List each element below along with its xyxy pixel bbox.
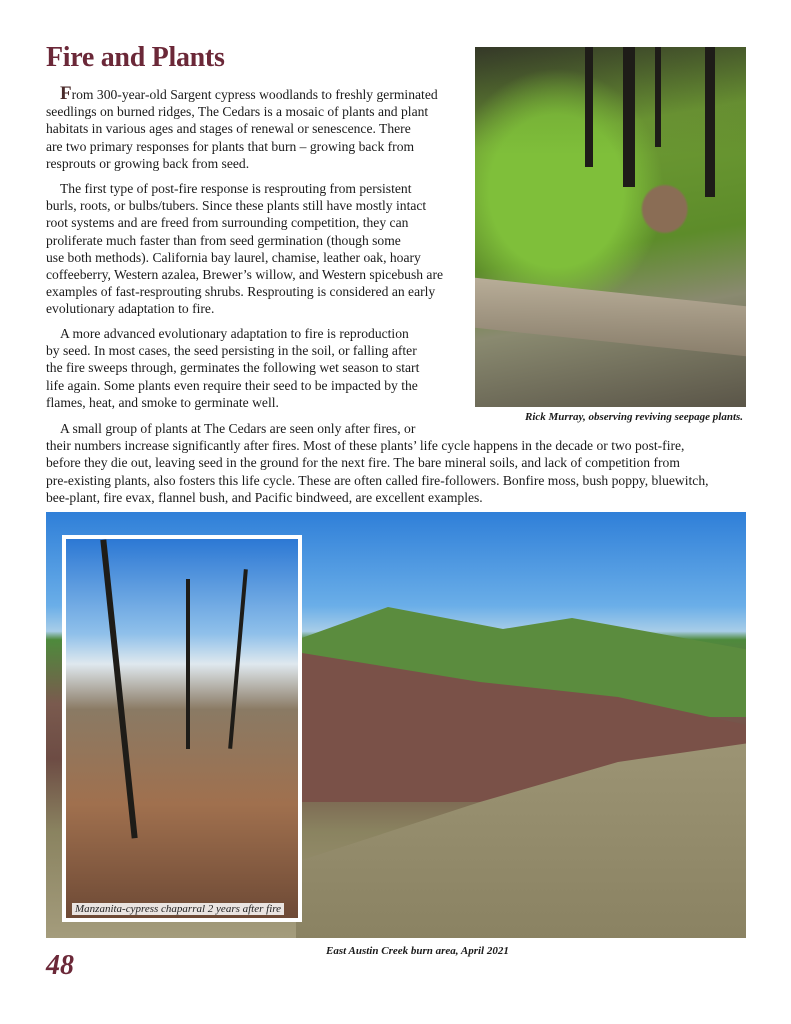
paragraph-seed: A more advanced evolutionary adaptation to fire is reproduction by seed. In most cases, the seed persisting in the soil, or falling after the fire sweeps through, germinates the following wet season to start life again. Some plants even require their seed to be impacted by the flames, heat, and smoke to germinate well. [46, 326, 420, 410]
photo-rick-murray [475, 47, 746, 407]
inset-photo-caption: Manzanita-cypress chaparral 2 years after fire [72, 903, 284, 915]
paragraph-resprouting: The first type of post-fire response is resprouting from persistent burls, roots, or bulbs/tubers. Since these plants still have mostly intact root systems and are freed from surrounding competition, they can proliferate much faster than from seed germination (though some use both methods). California bay laurel, chamise, leather oak, hoary coffeeberry, Western azalea, Brewer’s willow, and Western spicebush are examples of fast-resprouting shrubs. Resprouting is considered an early evolutionary adaptation to fire. [46, 181, 444, 317]
drop-cap: F [60, 83, 72, 104]
paragraph-fire-followers: A small group of plants at The Cedars are seen only after fires, or their numbers increase significantly after fires. Most of these plants’ life cycle happens in the decade or two post-fire, before they die out, leaving seed in the ground for the next fire. The bare mineral soils, and lack of competition from pre-existing plants, also fosters this life cycle. These are often called fire-followers. Bonfire moss, bush poppy, bluewitch, bee-plant, fire evax, flannel bush, and Pacific bindweed, are excellent examples. [46, 421, 709, 505]
photo-caption-burn-area: East Austin Creek burn area, April 2021 [326, 945, 509, 957]
paragraph-intro: From 300-year-old Sargent cypress woodlands to freshly germinated seedlings on burned ridges, The Cedars is a mosaic of plants and plant habitats in various ages and stages of renewal or senescence. There are two primary responses for plants that burn – growing back from resprouts or growing back from seed. [46, 83, 438, 171]
page-number: 48 [46, 950, 74, 981]
fallen-log [475, 278, 746, 356]
photo-manzanita-chaparral [62, 535, 302, 922]
photo-caption: Rick Murray, observing reviving seepage plants. [525, 411, 744, 423]
page-title: Fire and Plants [46, 42, 225, 73]
